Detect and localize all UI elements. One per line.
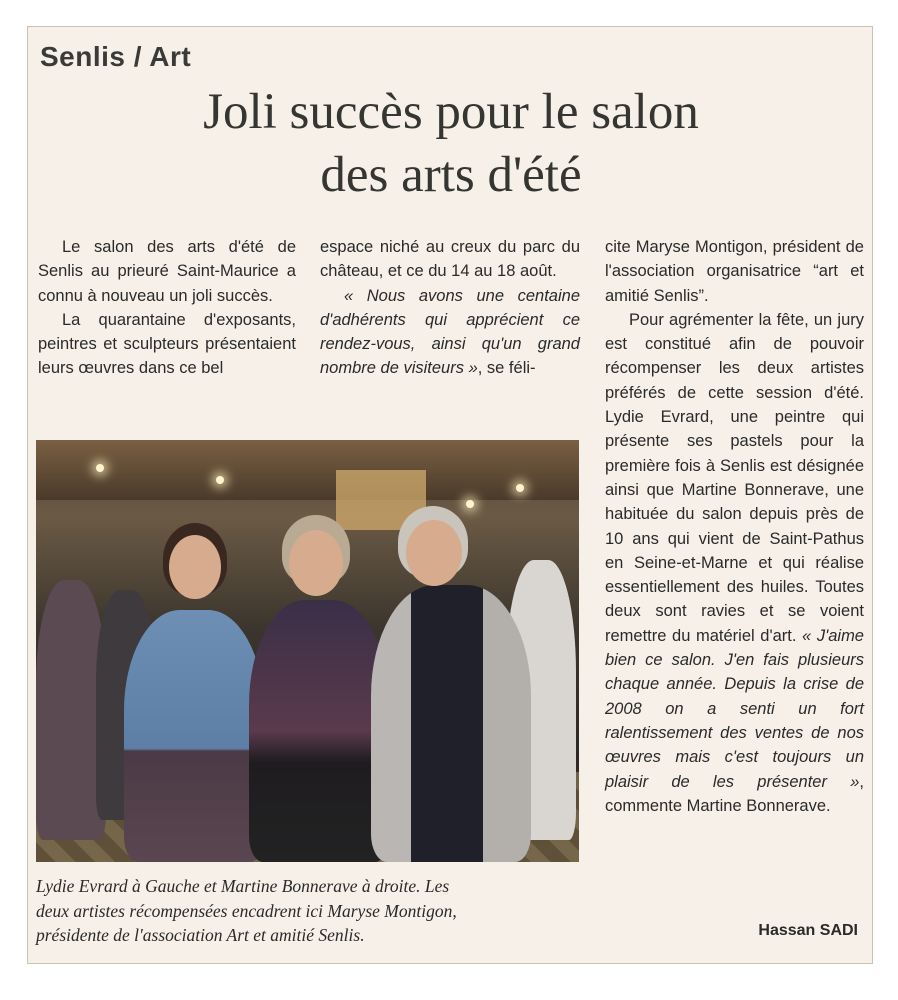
face xyxy=(169,535,221,599)
caption-line: deux artistes récompensées encadrent ici Maryse Montigon, xyxy=(36,900,457,921)
paragraph xyxy=(320,284,580,381)
face xyxy=(406,520,462,586)
paragraph: espace niché au creux du parc du château, et ce du 14 au 18 août. xyxy=(320,238,580,281)
article-column-2 xyxy=(320,235,580,381)
article-photo xyxy=(36,440,579,862)
article-column-3 xyxy=(605,235,864,818)
section-kicker: Senlis / Art xyxy=(40,41,192,72)
newspaper-clipping xyxy=(27,26,873,964)
quote: « Nous avons une centaine d'adhérents qui apprécient ce rendez-vous, ainsi qu'un grand nombre de visiteurs » xyxy=(320,286,580,378)
paragraph-text: Pour agrémenter la fête, un jury est constitué afin de pouvoir récompenser les deux artistes préférés de cette session d'été. Lydie Evrard, une peintre qui présente ses pastels pour la première fois à Senlis est désignée ainsi que Martine Bonnerave, une habituée du salon depuis près de 10 ans qui vient de Saint-Pathus en Seine-et-Marne et qui réalise essentiellement des huiles. Toutes deux sont ravies et se voient remettre du matériel d'art. xyxy=(605,310,864,645)
lamp-icon xyxy=(96,464,104,472)
caption-line: Lydie Evrard à Gauche et Martine Bonnerave à droite. Les xyxy=(36,876,450,896)
photo-caption xyxy=(36,874,581,948)
author-byline: Hassan SADI xyxy=(758,922,858,939)
woman-right xyxy=(371,585,531,862)
woman-middle xyxy=(249,600,389,862)
quote: « J'aime bien ce salon. J'en fais plusieurs chaque année. Depuis la crise de 2008 on a senti un fort ralentissement des ventes de nos œuvres mais c'est toujours un plaisir de les présenter » xyxy=(605,626,864,791)
paragraph: cite Maryse Montigon, président de l'association organisatrice “art et amitié Senlis”. xyxy=(605,238,864,305)
woman-left xyxy=(124,610,264,862)
headline-line-2: des arts d'été xyxy=(320,147,582,203)
headline xyxy=(28,81,874,207)
face xyxy=(289,530,343,596)
paragraph: La quarantaine d'exposants, peintres et sculpteurs présentaient leurs œuvres dans ce bel xyxy=(38,310,296,378)
paragraph: Le salon des arts d'été de Senlis au prieuré Saint-Maurice a connu à nouveau un joli succès. xyxy=(38,238,296,305)
caption-line: présidente de l'association Art et amitié Senlis. xyxy=(36,925,365,945)
lamp-icon xyxy=(216,476,224,484)
paragraph xyxy=(605,308,864,818)
quote-tail: , se féli- xyxy=(477,359,536,378)
quote-tail: , commente Martine Bonnerave. xyxy=(605,772,864,815)
lamp-icon xyxy=(466,500,474,508)
headline-line-1: Joli succès pour le salon xyxy=(203,84,699,140)
article-column-1 xyxy=(38,235,296,381)
lamp-icon xyxy=(516,484,524,492)
ceiling-beams xyxy=(36,440,579,500)
